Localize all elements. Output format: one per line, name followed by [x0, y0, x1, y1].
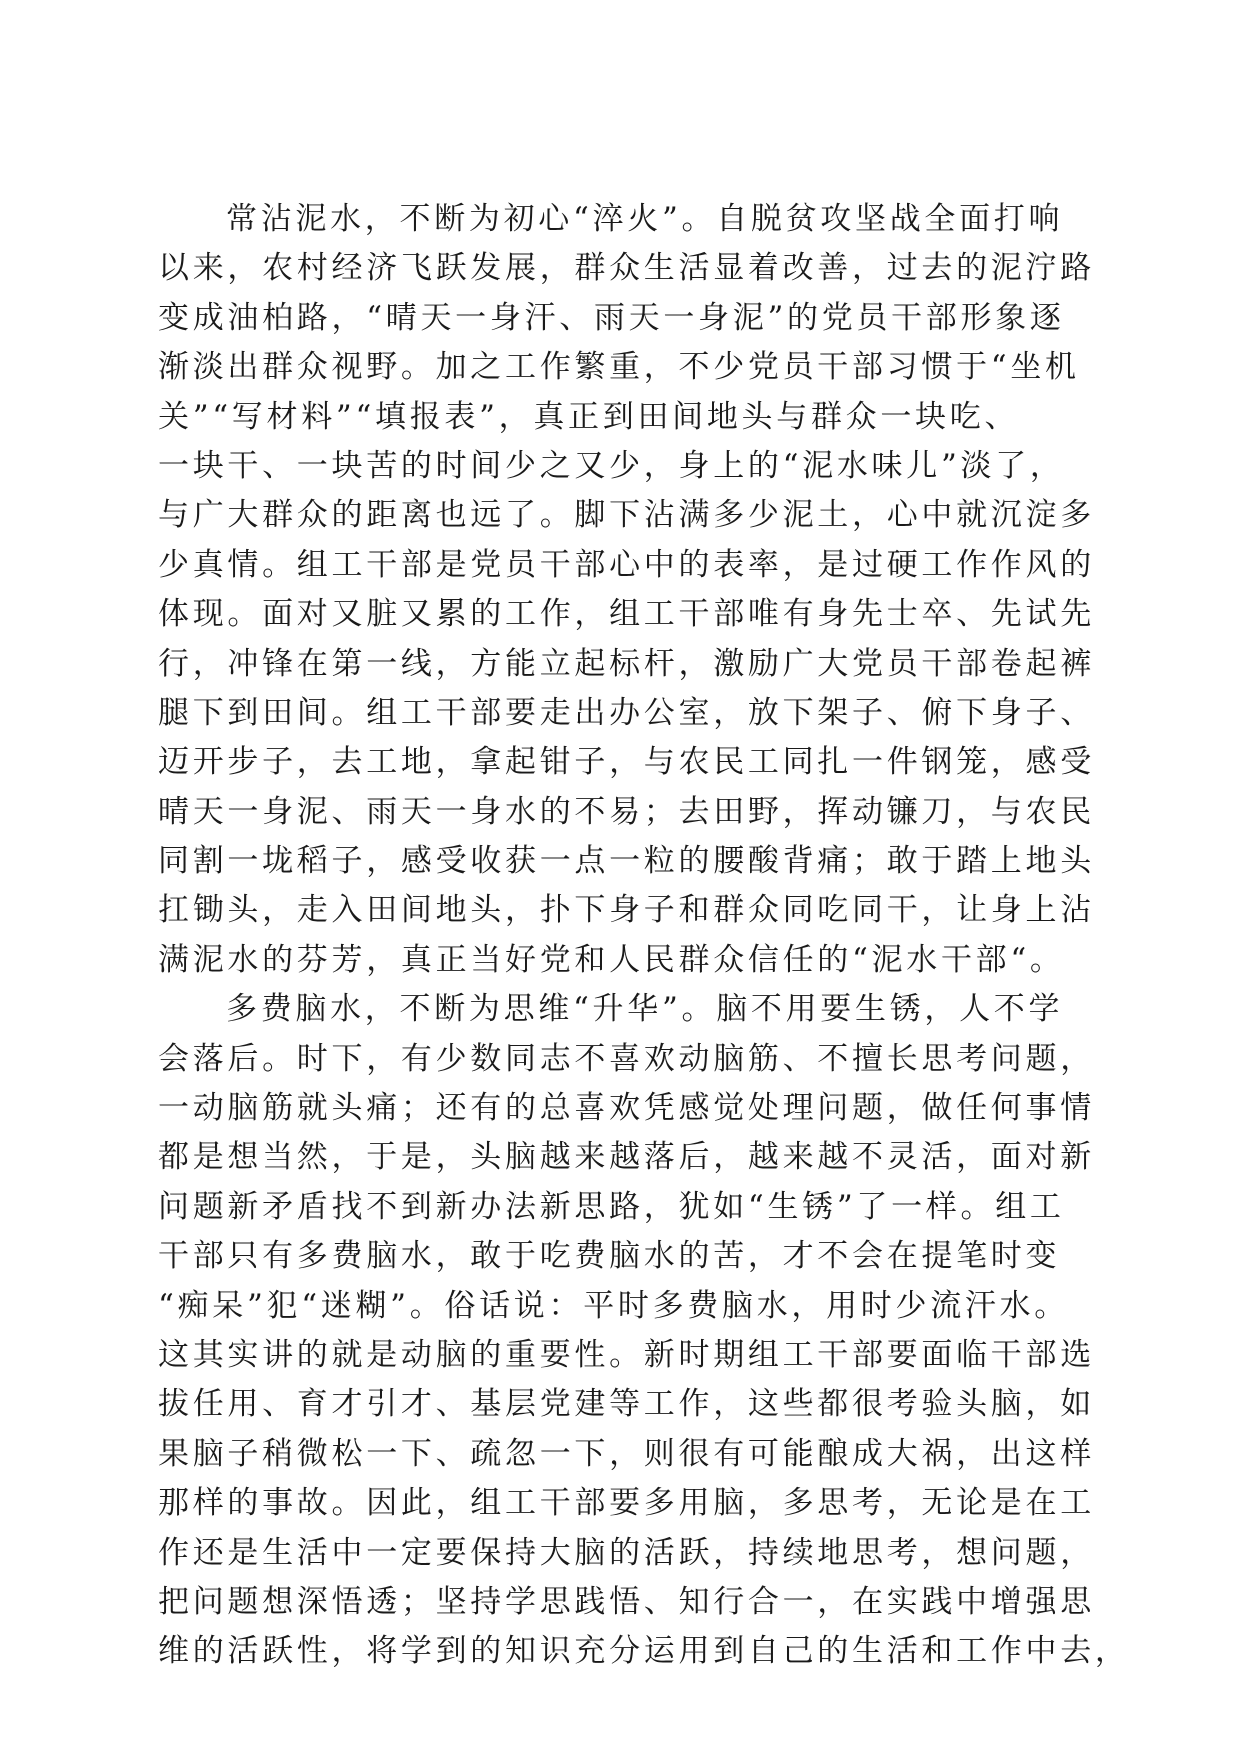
paragraph-1 — [158, 195, 1098, 985]
text-line: 多费脑水，不断为思维“升华”。脑不用要生锈，人不学 — [226, 991, 1064, 1028]
text-line: 体现。面对又脏又累的工作，组工干部唯有身先士卒、先试先 — [158, 596, 1095, 633]
paragraph-2 — [158, 985, 1130, 1676]
text-line: 渐淡出群众视野。加之工作繁重，不少党员干部习惯于“坐机 — [158, 349, 1080, 386]
text-line: “痴呆”犯“迷糊”。俗话说：平时多费脑水，用时少流汗水。 — [158, 1287, 1069, 1324]
text-line: 与广大群众的距离也远了。脚下沾满多少泥土，心中就沉淀多 — [158, 497, 1095, 534]
text-line: 同割一垅稻子，感受收获一点一粒的腰酸背痛；敢于踏上地头 — [158, 843, 1095, 880]
text-line: 都是想当然，于是，头脑越来越落后，越来越不灵活，面对新 — [158, 1139, 1095, 1176]
document-page — [158, 195, 1130, 1677]
text-line: 问题新矛盾找不到新办法新思路，犹如“生锈”了一样。组工 — [158, 1188, 1065, 1225]
text-line: 腿下到田间。组工干部要走出办公室，放下架子、俯下身子、 — [158, 694, 1095, 731]
text-line: 关”“写材料”“填报表”，真正到田间地头与群众一块吃、 — [158, 398, 1020, 435]
text-line: 维的活跃性，将学到的知识充分运用到自己的生活和工作中去， — [158, 1633, 1130, 1670]
text-line: 以来，农村经济飞跃发展，群众生活显着改善，过去的泥泞路 — [158, 250, 1095, 287]
text-line: 迈开步子，去工地，拿起钳子，与农民工同扎一件钢笼，感受 — [158, 744, 1095, 781]
text-line: 这其实讲的就是动脑的重要性。新时期组工干部要面临干部选 — [158, 1336, 1095, 1373]
text-line: 干部只有多费脑水，敢于吃费脑水的苦，才不会在提笔时变 — [158, 1238, 1061, 1275]
text-line: 晴天一身泥、雨天一身水的不易；去田野，挥动镰刀，与农民 — [158, 793, 1095, 830]
text-line: 一动脑筋就头痛；还有的总喜欢凭感觉处理问题，做任何事情 — [158, 1090, 1095, 1127]
text-line: 变成油柏路，“晴天一身汗、雨天一身泥”的党员干部形象逐 — [158, 299, 1065, 336]
text-line: 一块干、一块苦的时间少之又少，身上的“泥水味儿”淡了， — [158, 447, 1065, 484]
text-line: 常沾泥水，不断为初心“淬火”。自脱贫攻坚战全面打响 — [226, 201, 1064, 237]
text-line: 行，冲锋在第一线，方能立起标杆，激励广大党员干部卷起裤 — [158, 645, 1095, 682]
text-line: 把问题想深悟透；坚持学思践悟、知行合一，在实践中增强思 — [158, 1583, 1095, 1620]
text-line: 那样的事故。因此，组工干部要多用脑，多思考，无论是在工 — [158, 1485, 1095, 1522]
text-line: 少真情。组工干部是党员干部心中的表率，是过硬工作作风的 — [158, 546, 1095, 583]
text-line: 果脑子稍微松一下、疏忽一下，则很有可能酿成大祸，出这样 — [158, 1435, 1095, 1472]
text-line: 拔任用、育才引才、基层党建等工作，这些都很考验头脑，如 — [158, 1386, 1095, 1423]
text-line: 满泥水的芬芳，真正当好党和人民群众信任的“泥水干部“。 — [158, 941, 1065, 978]
text-line: 扛锄头，走入田间地头，扑下身子和群众同吃同干，让身上沾 — [158, 892, 1095, 929]
text-line: 作还是生活中一定要保持大脑的活跃，持续地思考，想问题， — [158, 1534, 1095, 1571]
text-line: 会落后。时下，有少数同志不喜欢动脑筋、不擅长思考问题， — [158, 1040, 1095, 1077]
